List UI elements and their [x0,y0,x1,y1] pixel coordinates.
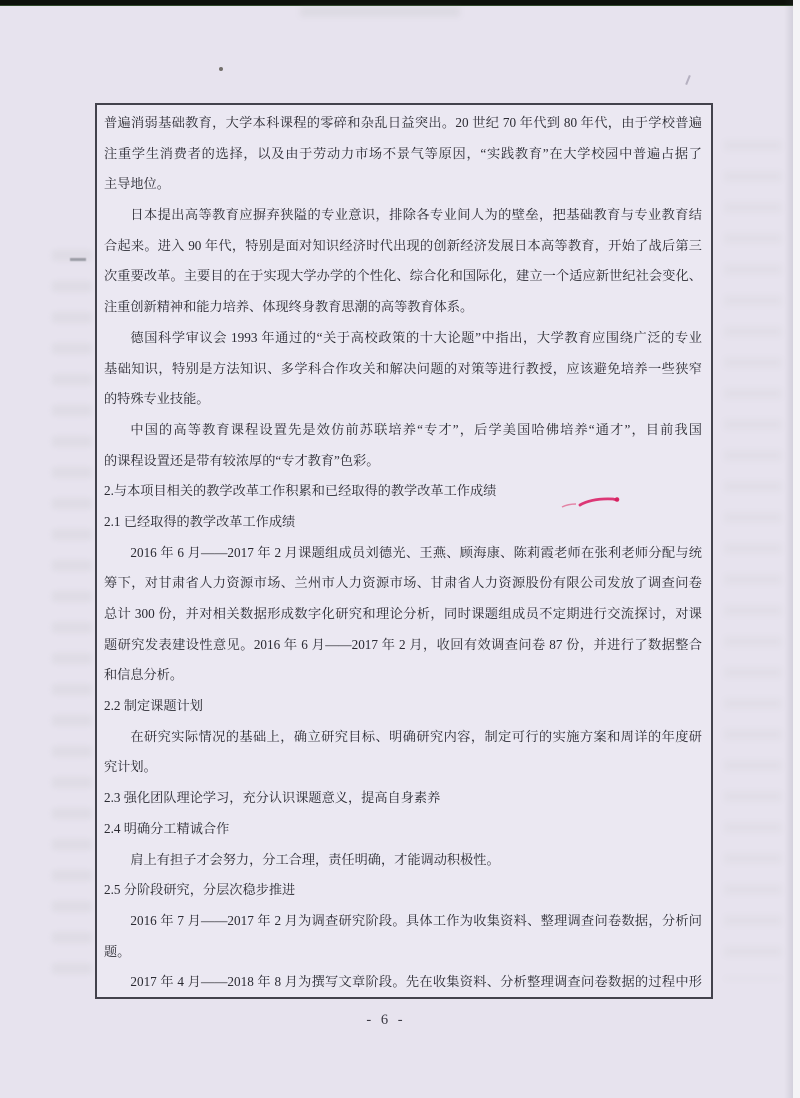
text-line: 注重创新精神和能力培养、体现终身教育思潮的高等教育体系。 [104,299,474,315]
text-line: 中国的高等教育课程设置先是效仿前苏联培养“专才”，后学美国哈佛培养“通才”，目前我国 [130,421,702,437]
text-line: 在研究实际情况的基础上，确立研究目标、明确研究内容，制定可行的实施方案和周详的年度研 [130,728,702,744]
text-line: 普遍消弱基础教育，大学本科课程的零碎和杂乱日益突出。20 世纪 70 年代到 80 年代，由于学校普遍 [104,115,702,130]
text-line: 主导地位。 [104,176,170,192]
text-line: 的特殊专业技能。 [104,391,210,407]
text-line: 日本提出高等教育应摒弃狭隘的专业意识，排除各专业间人为的壁垒，把基础教育与专业教育结 [130,207,702,223]
text-line: 注重学生消费者的选择，以及由于劳动力市场不景气等原因，“实践教育”在大学校园中普遍占据了 [104,145,702,161]
page-edge-shadow [784,0,793,1098]
text-line: 德国科学审议会 1993 年通过的“关于高校政策的十大论题”中指出，大学教育应围绕广泛的专业 [130,329,702,345]
page-number: - 6 - [366,1012,406,1028]
text-line: 2.1 已经取得的教学改革工作成绩 [104,513,296,529]
faint-slash-mark [685,75,691,85]
red-pen-mark [556,492,626,514]
page-edge [793,0,800,1098]
text-line: 肩上有担子才会努力，分工合理，责任明确，才能调动积极性。 [130,851,500,867]
bleedthrough-tick [70,258,86,261]
text-line: 次重要改革。主要目的在于实现大学办学的个性化、综合化和国际化，建立一个适应新世纪社会变化、 [104,268,702,284]
dust-speck [219,67,223,71]
text-line: 合起来。进入 90 年代，特别是面对知识经济时代出现的创新经济发展日本高等教育，开始了战后第三 [104,237,702,253]
text-line: 的课程设置还是带有较浓厚的“专才教育”色彩。 [104,452,380,468]
text-line: 2.4 明确分工精诚合作 [104,820,230,836]
text-line: 题研究发表建设性意见。2016 年 6 月——2017 年 2 月，收回有效调查问卷 87 份，并进行了数据整合 [104,636,702,652]
text-column [104,108,702,997]
text-line: 2.3 强化团队理论学习，充分认识课题意义，提高自身素养 [104,790,441,806]
text-line: 2.5 分阶段研究，分层次稳步推进 [104,882,296,898]
text-line: 基础知识，特别是方法知识、多学科合作攻关和解决问题的对策等进行教授，应该避免培养一些狭窄 [104,360,702,376]
text-line: 2.2 制定课题计划 [104,698,203,714]
text-line: 2016 年 6 月——2017 年 2 月课题组成员刘德光、王燕、顾海康、陈莉霞老师在张利老师分配与统 [130,544,702,560]
text-line: 题。 [104,943,131,959]
text-line: 2016 年 7 月——2017 年 2 月为调查研究阶段。具体工作为收集资料、整理调查问卷数据，分析问 [130,912,702,928]
text-line: 和信息分析。 [104,667,184,683]
text-line: 总计 300 份，并对相关数据形成数字化研究和理论分析，同时课题组成员不定期进行交流探讨，对课 [104,606,702,621]
text-line: 筹下，对甘肃省人力资源市场、兰州市人力资源市场、甘肃省人力资源股份有限公司发放了调查问卷 [104,575,702,591]
text-line: 究计划。 [104,759,157,775]
document-border-box [95,103,713,999]
bleedthrough-smudge [300,6,460,24]
text-line: 2017 年 4 月——2018 年 8 月为撰写文章阶段。先在收集资料、分析整理调查问卷数据的过程中形 [130,974,702,990]
scanner-edge-strip [0,0,800,6]
bleedthrough-smudge [724,140,782,980]
bleedthrough-smudge [52,250,92,990]
text-line: 2.与本项目相关的教学改革工作积累和已经取得的教学改革工作成绩 [104,483,497,499]
